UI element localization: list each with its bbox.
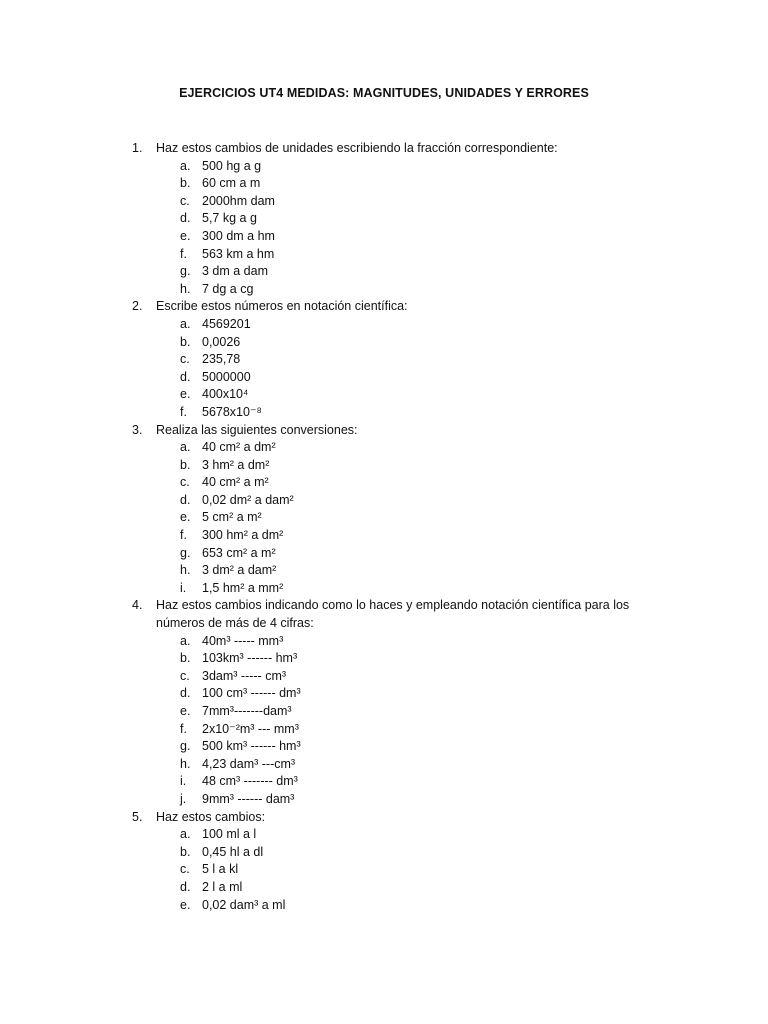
list-item: [180, 369, 652, 387]
list-item: [180, 721, 652, 739]
exercise-heading: [132, 809, 652, 827]
item-text: 3 dm² a dam²: [202, 563, 277, 578]
item-letter: c.: [180, 475, 190, 490]
item-text: 100 ml a l: [202, 827, 257, 842]
list-item: [180, 210, 652, 228]
list-item: [180, 386, 652, 404]
list-item: [180, 668, 652, 686]
list-item: [180, 509, 652, 527]
exercise-items: [180, 633, 652, 809]
list-item: [180, 897, 652, 915]
list-item: [180, 685, 652, 703]
exercise-number: 4.: [132, 598, 143, 613]
item-letter: c.: [180, 193, 190, 208]
exercise-heading: [132, 140, 652, 158]
item-text: 9mm³ ------ dam³: [202, 791, 295, 806]
list-item: [180, 334, 652, 352]
item-text: 563 km a hm: [202, 246, 275, 261]
item-text: 40m³ ----- mm³: [202, 633, 284, 648]
list-item: [180, 439, 652, 457]
item-text: 5000000: [202, 369, 251, 384]
exercise-list: [132, 140, 652, 914]
list-item: [180, 826, 652, 844]
item-letter: e.: [180, 228, 191, 243]
exercise-heading: [132, 422, 652, 440]
item-letter: e.: [180, 897, 191, 912]
list-item: [180, 492, 652, 510]
item-letter: f.: [180, 528, 187, 543]
exercise-number: 5.: [132, 809, 143, 824]
item-text: 500 hg a g: [202, 158, 262, 173]
exercise-statement: Realiza las siguientes conversiones:: [156, 422, 358, 437]
item-text: 5,7 kg a g: [202, 211, 257, 226]
item-text: 100 cm³ ------ dm³: [202, 686, 301, 701]
list-item: [180, 879, 652, 897]
exercise-items: [180, 826, 652, 914]
exercise-heading: [132, 298, 652, 316]
item-letter: j.: [180, 791, 187, 806]
item-text: 500 km³ ------ hm³: [202, 739, 301, 754]
item-text: 4,23 dam³ ---cm³: [202, 756, 296, 771]
item-letter: a.: [180, 633, 191, 648]
item-letter: f.: [180, 721, 187, 736]
item-letter: b.: [180, 651, 191, 666]
exercise-2: [132, 298, 652, 421]
list-item: [180, 650, 652, 668]
item-letter: f.: [180, 404, 187, 419]
list-item: [180, 545, 652, 563]
item-text: 400x10⁴: [202, 387, 249, 402]
exercise-statement: Escribe estos números en notación científica:: [156, 299, 408, 314]
item-letter: b.: [180, 457, 191, 472]
item-text: 235,78: [202, 352, 241, 367]
list-item: [180, 193, 652, 211]
list-item: [180, 527, 652, 545]
list-item: [180, 316, 652, 334]
item-text: 103km³ ------ hm³: [202, 651, 298, 666]
list-item: [180, 404, 652, 422]
list-item: [180, 474, 652, 492]
exercise-5: [132, 809, 652, 915]
item-letter: a.: [180, 158, 191, 173]
item-text: 0,0026: [202, 334, 241, 349]
item-text: 5 l a kl: [202, 862, 239, 877]
item-text: 3 hm² a dm²: [202, 457, 270, 472]
item-text: 2 l a ml: [202, 879, 243, 894]
list-item: [180, 773, 652, 791]
item-text: 7mm³-------dam³: [202, 704, 292, 718]
list-item: [180, 281, 652, 299]
item-text: 40 cm² a dm²: [202, 440, 276, 455]
item-text: 300 hm² a dm²: [202, 528, 284, 543]
item-text: 1,5 hm² a mm²: [202, 580, 284, 595]
exercise-number: 3.: [132, 422, 143, 437]
item-letter: i.: [180, 774, 187, 789]
list-item: [180, 351, 652, 369]
item-letter: d.: [180, 686, 191, 701]
list-item: [180, 703, 652, 721]
exercise-items: [180, 316, 652, 422]
list-item: [180, 562, 652, 580]
exercise-items: [180, 158, 652, 299]
item-letter: b.: [180, 334, 191, 349]
exercise-statement: Haz estos cambios de unidades escribiendo la fracción correspondiente:: [156, 141, 558, 155]
list-item: [180, 738, 652, 756]
item-letter: i.: [180, 580, 187, 595]
item-text: 4569201: [202, 316, 251, 331]
item-text: 300 dm a hm: [202, 228, 275, 243]
item-letter: g.: [180, 264, 191, 279]
item-letter: a.: [180, 827, 191, 842]
item-letter: c.: [180, 352, 190, 367]
item-text: 7 dg a cg: [202, 281, 254, 296]
item-letter: d.: [180, 211, 191, 226]
item-text: 48 cm³ ------- dm³: [202, 774, 298, 789]
item-letter: h.: [180, 281, 191, 296]
exercise-items: [180, 439, 652, 597]
item-letter: e.: [180, 704, 191, 718]
exercise-number: 2.: [132, 299, 143, 314]
list-item: [180, 246, 652, 264]
item-letter: c.: [180, 862, 190, 877]
item-text: 0,45 hl a dl: [202, 844, 264, 859]
item-text: 3dam³ ----- cm³: [202, 668, 287, 683]
list-item: [180, 844, 652, 862]
item-letter: h.: [180, 756, 191, 771]
item-letter: g.: [180, 545, 191, 560]
item-letter: d.: [180, 879, 191, 894]
exercise-4: [132, 597, 652, 808]
list-item: [180, 158, 652, 176]
item-letter: g.: [180, 739, 191, 754]
list-item: [180, 580, 652, 598]
list-item: [180, 175, 652, 193]
item-text: 3 dm a dam: [202, 264, 269, 279]
item-text: 653 cm² a m²: [202, 545, 276, 560]
item-text: 5678x10⁻⁸: [202, 404, 262, 419]
exercise-statement: Haz estos cambios:: [156, 809, 266, 824]
exercise-heading: [132, 597, 652, 632]
item-letter: d.: [180, 369, 191, 384]
item-letter: h.: [180, 563, 191, 578]
list-item: [180, 861, 652, 879]
list-item: [180, 633, 652, 651]
item-letter: f.: [180, 246, 187, 261]
item-text: 40 cm² a m²: [202, 475, 269, 490]
list-item: [180, 457, 652, 475]
exercise-number: 1.: [132, 141, 143, 155]
list-item: [180, 228, 652, 246]
item-text: 60 cm a m: [202, 176, 261, 191]
item-letter: e.: [180, 510, 191, 525]
item-text: 5 cm² a m²: [202, 510, 262, 525]
item-letter: d.: [180, 492, 191, 507]
item-letter: b.: [180, 176, 191, 191]
item-letter: a.: [180, 316, 191, 331]
item-text: 2000hm dam: [202, 193, 275, 208]
exercise-statement: Haz estos cambios indicando como lo haces y empleando notación científica para los números de más de 4 cifras:: [156, 598, 630, 631]
item-text: 0,02 dam³ a ml: [202, 897, 286, 912]
item-text: 2x10⁻²m³ --- mm³: [202, 721, 299, 736]
item-letter: a.: [180, 440, 191, 455]
exercise-1: [132, 140, 652, 298]
list-item: [180, 263, 652, 281]
item-text: 0,02 dm² a dam²: [202, 492, 294, 507]
exercise-3: [132, 422, 652, 598]
item-letter: b.: [180, 844, 191, 859]
list-item: [180, 791, 652, 809]
document-title: EJERCICIOS UT4 MEDIDAS: MAGNITUDES, UNIDADES Y ERRORES: [179, 86, 589, 100]
item-letter: e.: [180, 387, 191, 402]
item-letter: c.: [180, 668, 190, 683]
list-item: [180, 756, 652, 774]
